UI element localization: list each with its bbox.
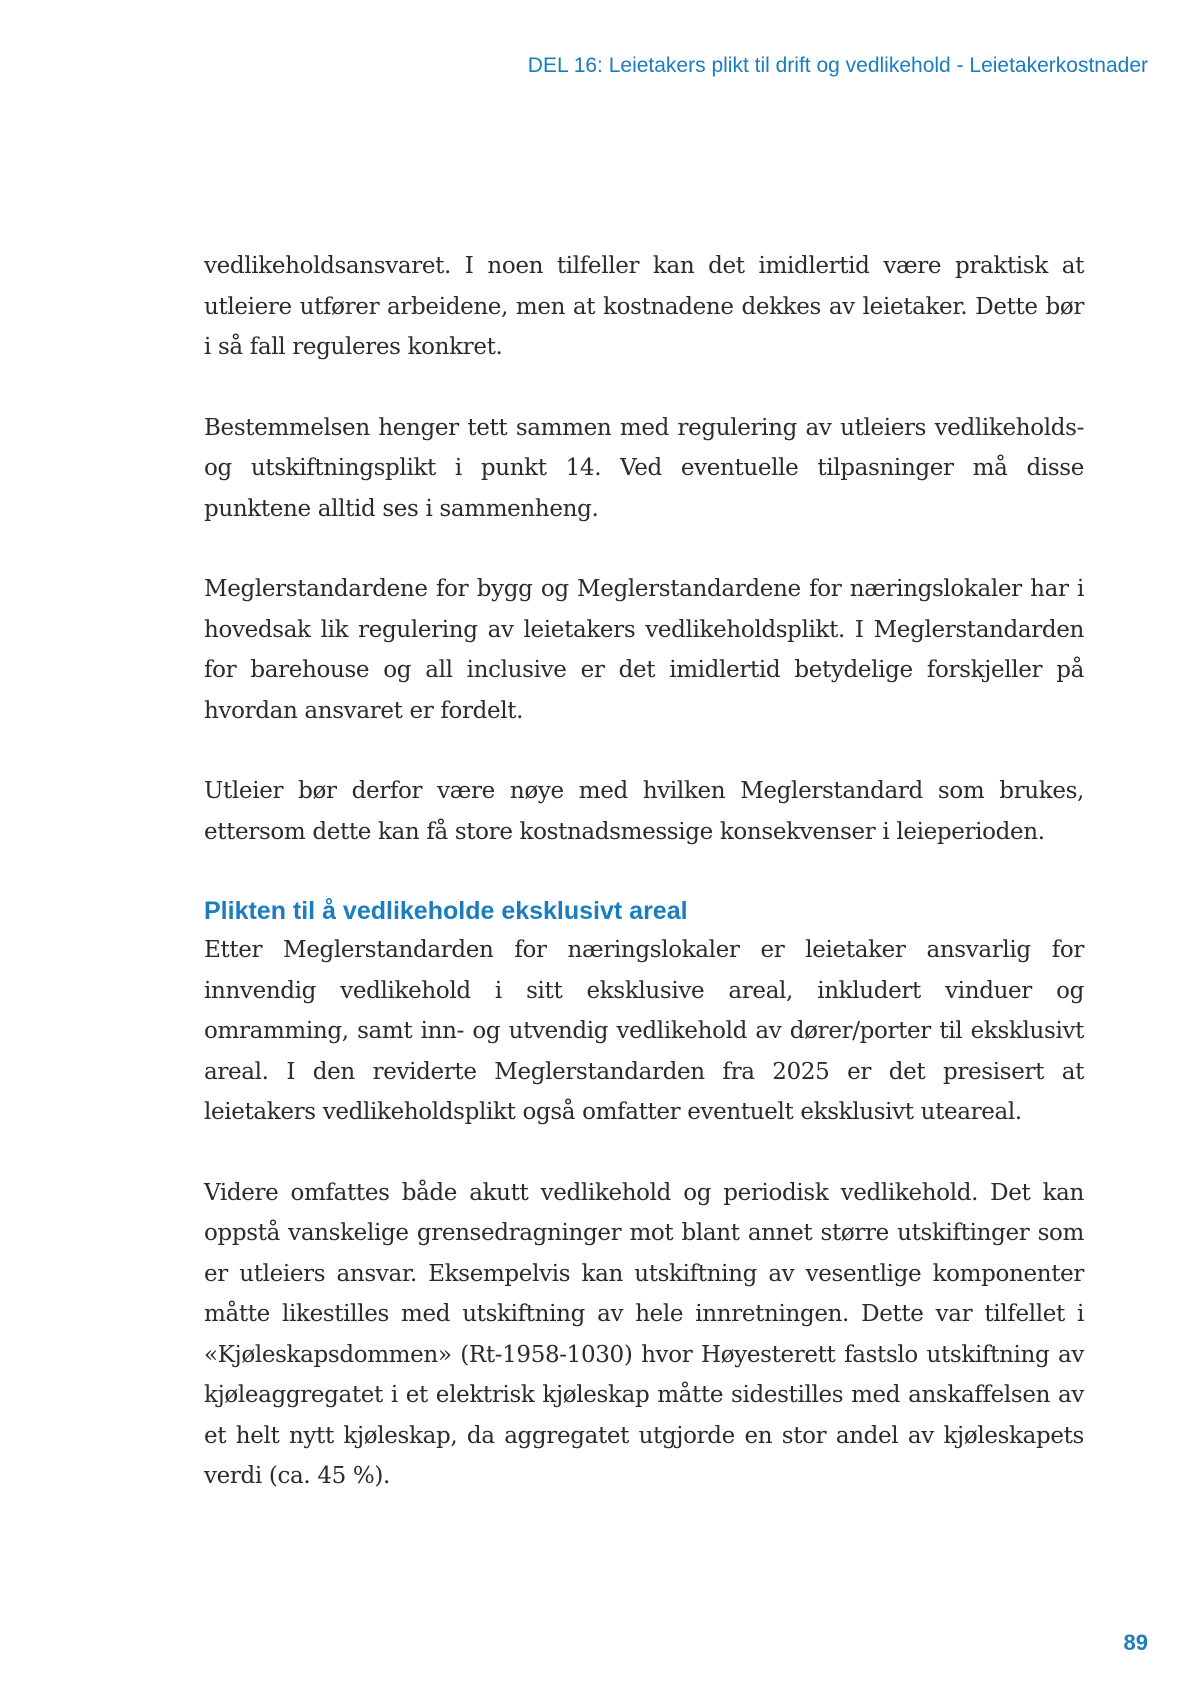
page-body (204, 246, 1084, 1497)
page-number: 89 (1123, 1630, 1148, 1655)
body-paragraph: vedlikeholdsansvaret. I noen tilfeller kan det imidlertid være praktisk at utleiere utfører arbeidene, men at kostnadene dekkes av leietaker. Dette bør i så fall reguleres konkret. (204, 253, 1084, 360)
body-paragraph: Meglerstandardene for bygg og Meglerstandardene for næringslokaler har i hovedsak lik regulering av leietakers vedlikeholdsplikt. I Meglerstandarden for barehouse og all inclusive er det imidlertid betydelige forskjeller på hvordan ansvaret er fordelt. (204, 576, 1084, 724)
section-heading: Plikten til å vedlikeholde eksklusivt areal (204, 897, 688, 925)
body-paragraph: Bestemmelsen henger tett sammen med regulering av utleiers vedlikeholds- og utskiftningsplikt i punkt 14. Ved eventuelle tilpasninger må disse punktene alltid ses i sammenheng. (204, 414, 1084, 522)
body-paragraph: Utleier bør derfor være nøye med hvilken Meglerstandard som brukes, ettersom dette kan få store kostnadsmessige konsekvenser i leieperioden. (204, 778, 1084, 845)
section-paragraph: Etter Meglerstandarden for næringslokaler er leietaker ansvarlig for innvendig vedlikehold i sitt eksklusive areal, inkludert vinduer og omramming, samt inn- og utvendig vedlikehold av dører/porter til eksklusivt areal. I den reviderte Meglerstandarden fra 2025 er det presisert at leietakers vedlikeholdsplikt også omfatter eventuelt eksklusivt uteareal. (204, 937, 1084, 1125)
running-header: DEL 16: Leietakers plikt til drift og vedlikehold - Leietakerkostnader (527, 54, 1148, 77)
section-paragraph: Videre omfattes både akutt vedlikehold og periodisk vedlikehold. Det kan oppstå vanskelige grensedragninger mot blant annet større utskiftinger som er utleiers ansvar. Eksempelvis kan utskiftning av vesentlige komponenter måtte likestilles med utskiftning av hele innretningen. Dette var tilfellet i «Kjøleskapsdommen» (Rt-1958-1030) hvor Høyesterett fastslo utskiftning av kjøleaggregatet i et elektrisk kjøleskap måtte sidestilles med anskaffelsen av et helt nytt kjøleskap, da aggregatet utgjorde en stor andel av kjøleskapets verdi (ca. 45 %). (204, 1179, 1084, 1489)
